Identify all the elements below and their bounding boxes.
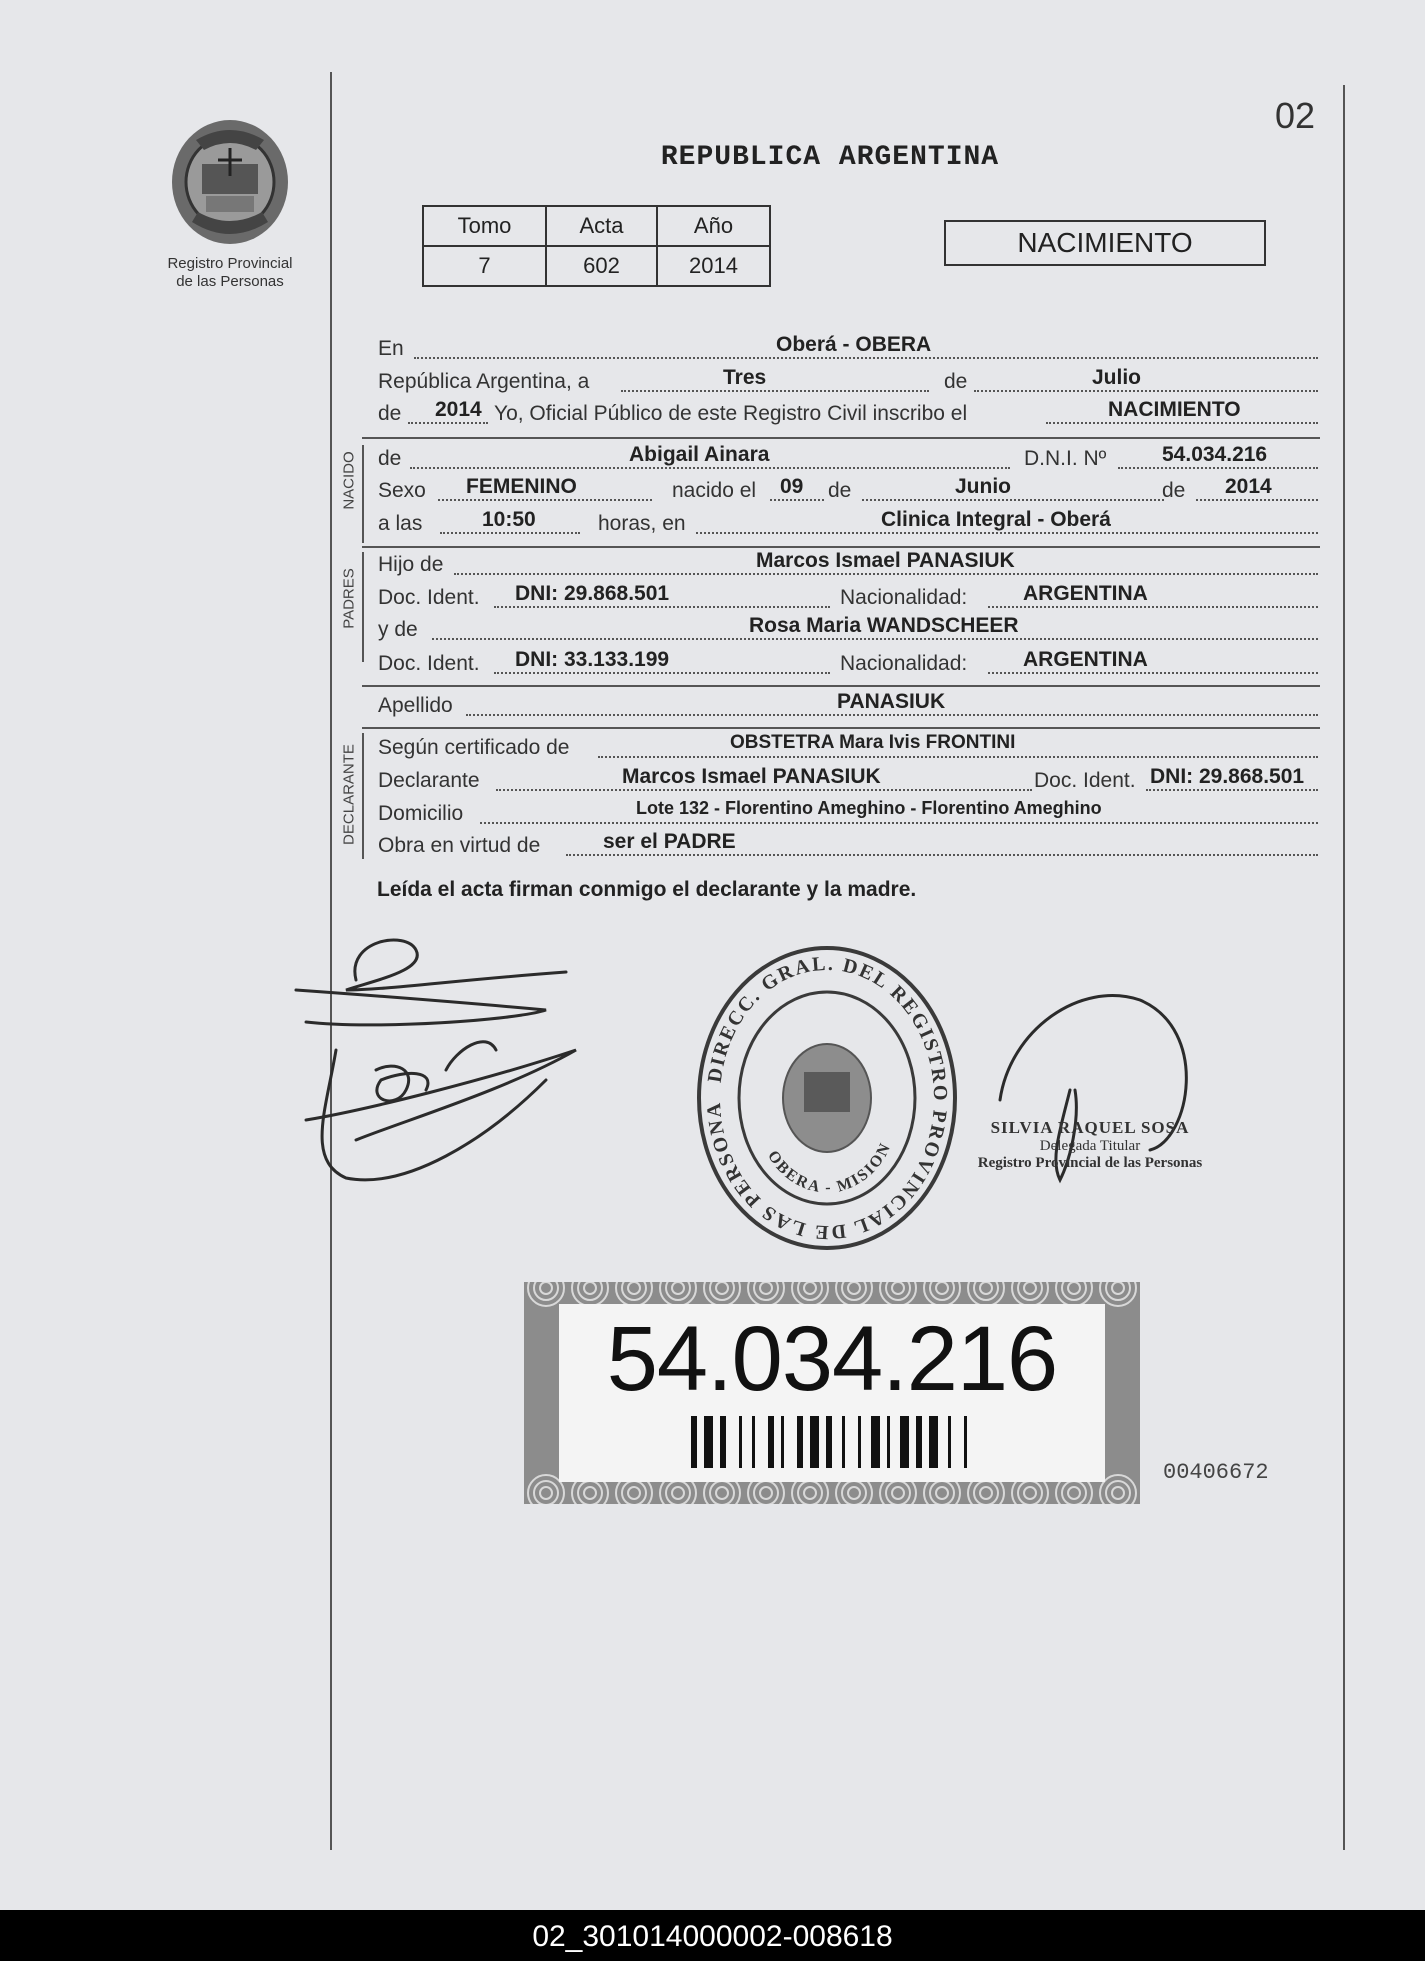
row-madre bbox=[378, 614, 1318, 650]
label-a-las: a las bbox=[378, 512, 423, 535]
section-label-nacido: NACIDO bbox=[340, 451, 358, 510]
value-hora: 10:50 bbox=[482, 508, 536, 531]
value-lugar-nac: Clinica Integral - Oberá bbox=[881, 508, 1111, 531]
label-obra: Obra en virtud de bbox=[378, 834, 541, 857]
value-padre-doc: DNI: 29.868.501 bbox=[515, 582, 670, 605]
row-apellido bbox=[378, 690, 1318, 726]
label-de-name: de bbox=[378, 447, 402, 470]
footer-filename: 02_301014000002-008618 bbox=[532, 1920, 893, 1953]
label-de: de bbox=[944, 370, 968, 393]
official-stamp bbox=[950, 1118, 1230, 1172]
value-madre-doc: DNI: 33.133.199 bbox=[515, 648, 670, 671]
separator-2 bbox=[362, 546, 1320, 548]
label-republica: República Argentina, a bbox=[378, 370, 590, 393]
value-acta: 602 bbox=[546, 246, 657, 286]
label-declarante: Declarante bbox=[378, 769, 480, 792]
value-domicilio: Lote 132 - Florentino Ameghino - Florentino Ameghino bbox=[636, 798, 1102, 818]
row-anio bbox=[378, 398, 1318, 434]
section-label-declarante: DECLARANTE bbox=[340, 744, 358, 845]
section-label-padres: PADRES bbox=[340, 568, 358, 629]
record-table bbox=[422, 205, 771, 287]
value-tomo: 7 bbox=[423, 246, 546, 286]
header-anio: Año bbox=[657, 206, 770, 246]
right-margin-line bbox=[1343, 85, 1345, 1850]
label-nacionalidad2: Nacionalidad: bbox=[840, 652, 968, 675]
padres-bracket bbox=[362, 552, 364, 662]
label-dni: D.N.I. Nº bbox=[1024, 447, 1107, 470]
label-sexo: Sexo bbox=[378, 479, 426, 502]
label-doc-ident: Doc. Ident. bbox=[378, 586, 480, 609]
separator-3 bbox=[362, 685, 1320, 687]
separator-4 bbox=[362, 727, 1320, 729]
value-tipo: NACIMIENTO bbox=[1108, 398, 1241, 421]
value-anio: 2014 bbox=[657, 246, 770, 286]
label-de-year: de bbox=[378, 402, 402, 425]
label-nacido-el: nacido el bbox=[672, 479, 757, 502]
row-certificado bbox=[378, 732, 1318, 768]
value-madre-nac: ARGENTINA bbox=[1023, 648, 1148, 671]
official-seal bbox=[692, 942, 962, 1254]
label-yo: Yo, Oficial Público de este Registro Civil inscribo el bbox=[494, 402, 968, 425]
label-y-de: y de bbox=[378, 618, 418, 641]
province-logo bbox=[166, 118, 294, 250]
label-doc-ident2: Doc. Ident. bbox=[378, 652, 480, 675]
footer-bar bbox=[0, 1910, 1425, 1961]
value-lugar: Oberá - OBERA bbox=[776, 333, 932, 356]
value-anio: 2014 bbox=[435, 398, 482, 421]
header-acta: Acta bbox=[546, 206, 657, 246]
row-sexo bbox=[378, 475, 1318, 511]
official-office: Registro Provincial de las Personas bbox=[977, 1155, 1203, 1171]
value-padre: Marcos Ismael PANASIUK bbox=[756, 549, 1015, 572]
separator-1 bbox=[362, 437, 1320, 439]
value-mes: Julio bbox=[1092, 366, 1142, 389]
record-type-box: NACIMIENTO bbox=[944, 220, 1266, 266]
label-doc-ident3: Doc. Ident. bbox=[1034, 769, 1136, 792]
value-anio-nac: 2014 bbox=[1225, 475, 1272, 498]
seal-text: DIRECC. GRAL. DEL REGISTRO PROVINCIAL DE LAS PERSONA bbox=[702, 952, 952, 1244]
label-horas-en: horas, en bbox=[598, 512, 686, 535]
label-de-month: de bbox=[828, 479, 852, 502]
row-padre bbox=[378, 549, 1318, 585]
barcode-bars-icon bbox=[559, 1304, 1105, 1482]
label-segun: Según certificado de bbox=[378, 736, 570, 759]
label-nacionalidad: Nacionalidad: bbox=[840, 586, 968, 609]
value-mes-nac: Junio bbox=[955, 475, 1011, 498]
value-nombre: Abigail Ainara bbox=[629, 443, 770, 466]
control-number: 00406672 bbox=[1163, 1460, 1269, 1485]
logo-caption-line-1: Registro Provincial bbox=[167, 255, 293, 272]
row-en bbox=[378, 333, 1318, 369]
value-declarante-doc: DNI: 29.868.501 bbox=[1150, 765, 1305, 788]
value-obra: ser el PADRE bbox=[603, 830, 736, 853]
barcode-area bbox=[559, 1304, 1105, 1482]
official-role: Delegada Titular bbox=[1039, 1138, 1141, 1154]
seal-city: OBERA - MISION bbox=[764, 1139, 895, 1197]
label-hijo-de: Hijo de bbox=[378, 553, 444, 576]
row-madre-doc bbox=[378, 648, 1318, 684]
row-hora bbox=[378, 508, 1318, 544]
header-tomo: Tomo bbox=[423, 206, 546, 246]
value-dni: 54.034.216 bbox=[1162, 443, 1268, 466]
label-apellido: Apellido bbox=[378, 694, 453, 717]
barcode-label bbox=[524, 1282, 1140, 1504]
signature-declarante bbox=[286, 920, 586, 1190]
closing-statement: Leída el acta firman conmigo el declarante y la madre. bbox=[377, 878, 917, 901]
label-domicilio: Domicilio bbox=[378, 802, 464, 825]
label-en: En bbox=[378, 337, 404, 360]
value-declarante: Marcos Ismael PANASIUK bbox=[622, 765, 881, 788]
value-apellido: PANASIUK bbox=[837, 690, 946, 713]
official-name: SILVIA RAQUEL SOSA bbox=[990, 1118, 1190, 1137]
value-madre: Rosa Maria WANDSCHEER bbox=[749, 614, 1019, 637]
value-dia-nac: 09 bbox=[780, 475, 804, 498]
value-padre-nac: ARGENTINA bbox=[1023, 582, 1148, 605]
value-sexo: FEMENINO bbox=[466, 475, 577, 498]
logo-caption-line-2: de las Personas bbox=[176, 273, 284, 290]
value-certificado: OBSTETRA Mara Ivis FRONTINI bbox=[730, 732, 1016, 753]
page-number: 02 bbox=[1275, 95, 1316, 136]
nacido-bracket bbox=[362, 445, 364, 543]
logo-caption bbox=[140, 255, 320, 291]
barcode-number: 54.034.216 bbox=[606, 1308, 1058, 1410]
declarante-bracket bbox=[362, 733, 364, 859]
row-domicilio bbox=[378, 798, 1318, 834]
row-declarante bbox=[378, 765, 1318, 801]
row-obra bbox=[378, 830, 1318, 866]
label-de-year2: de bbox=[1162, 479, 1186, 502]
country-title: REPUBLICA ARGENTINA bbox=[660, 142, 1000, 173]
value-dia: Tres bbox=[723, 366, 767, 389]
